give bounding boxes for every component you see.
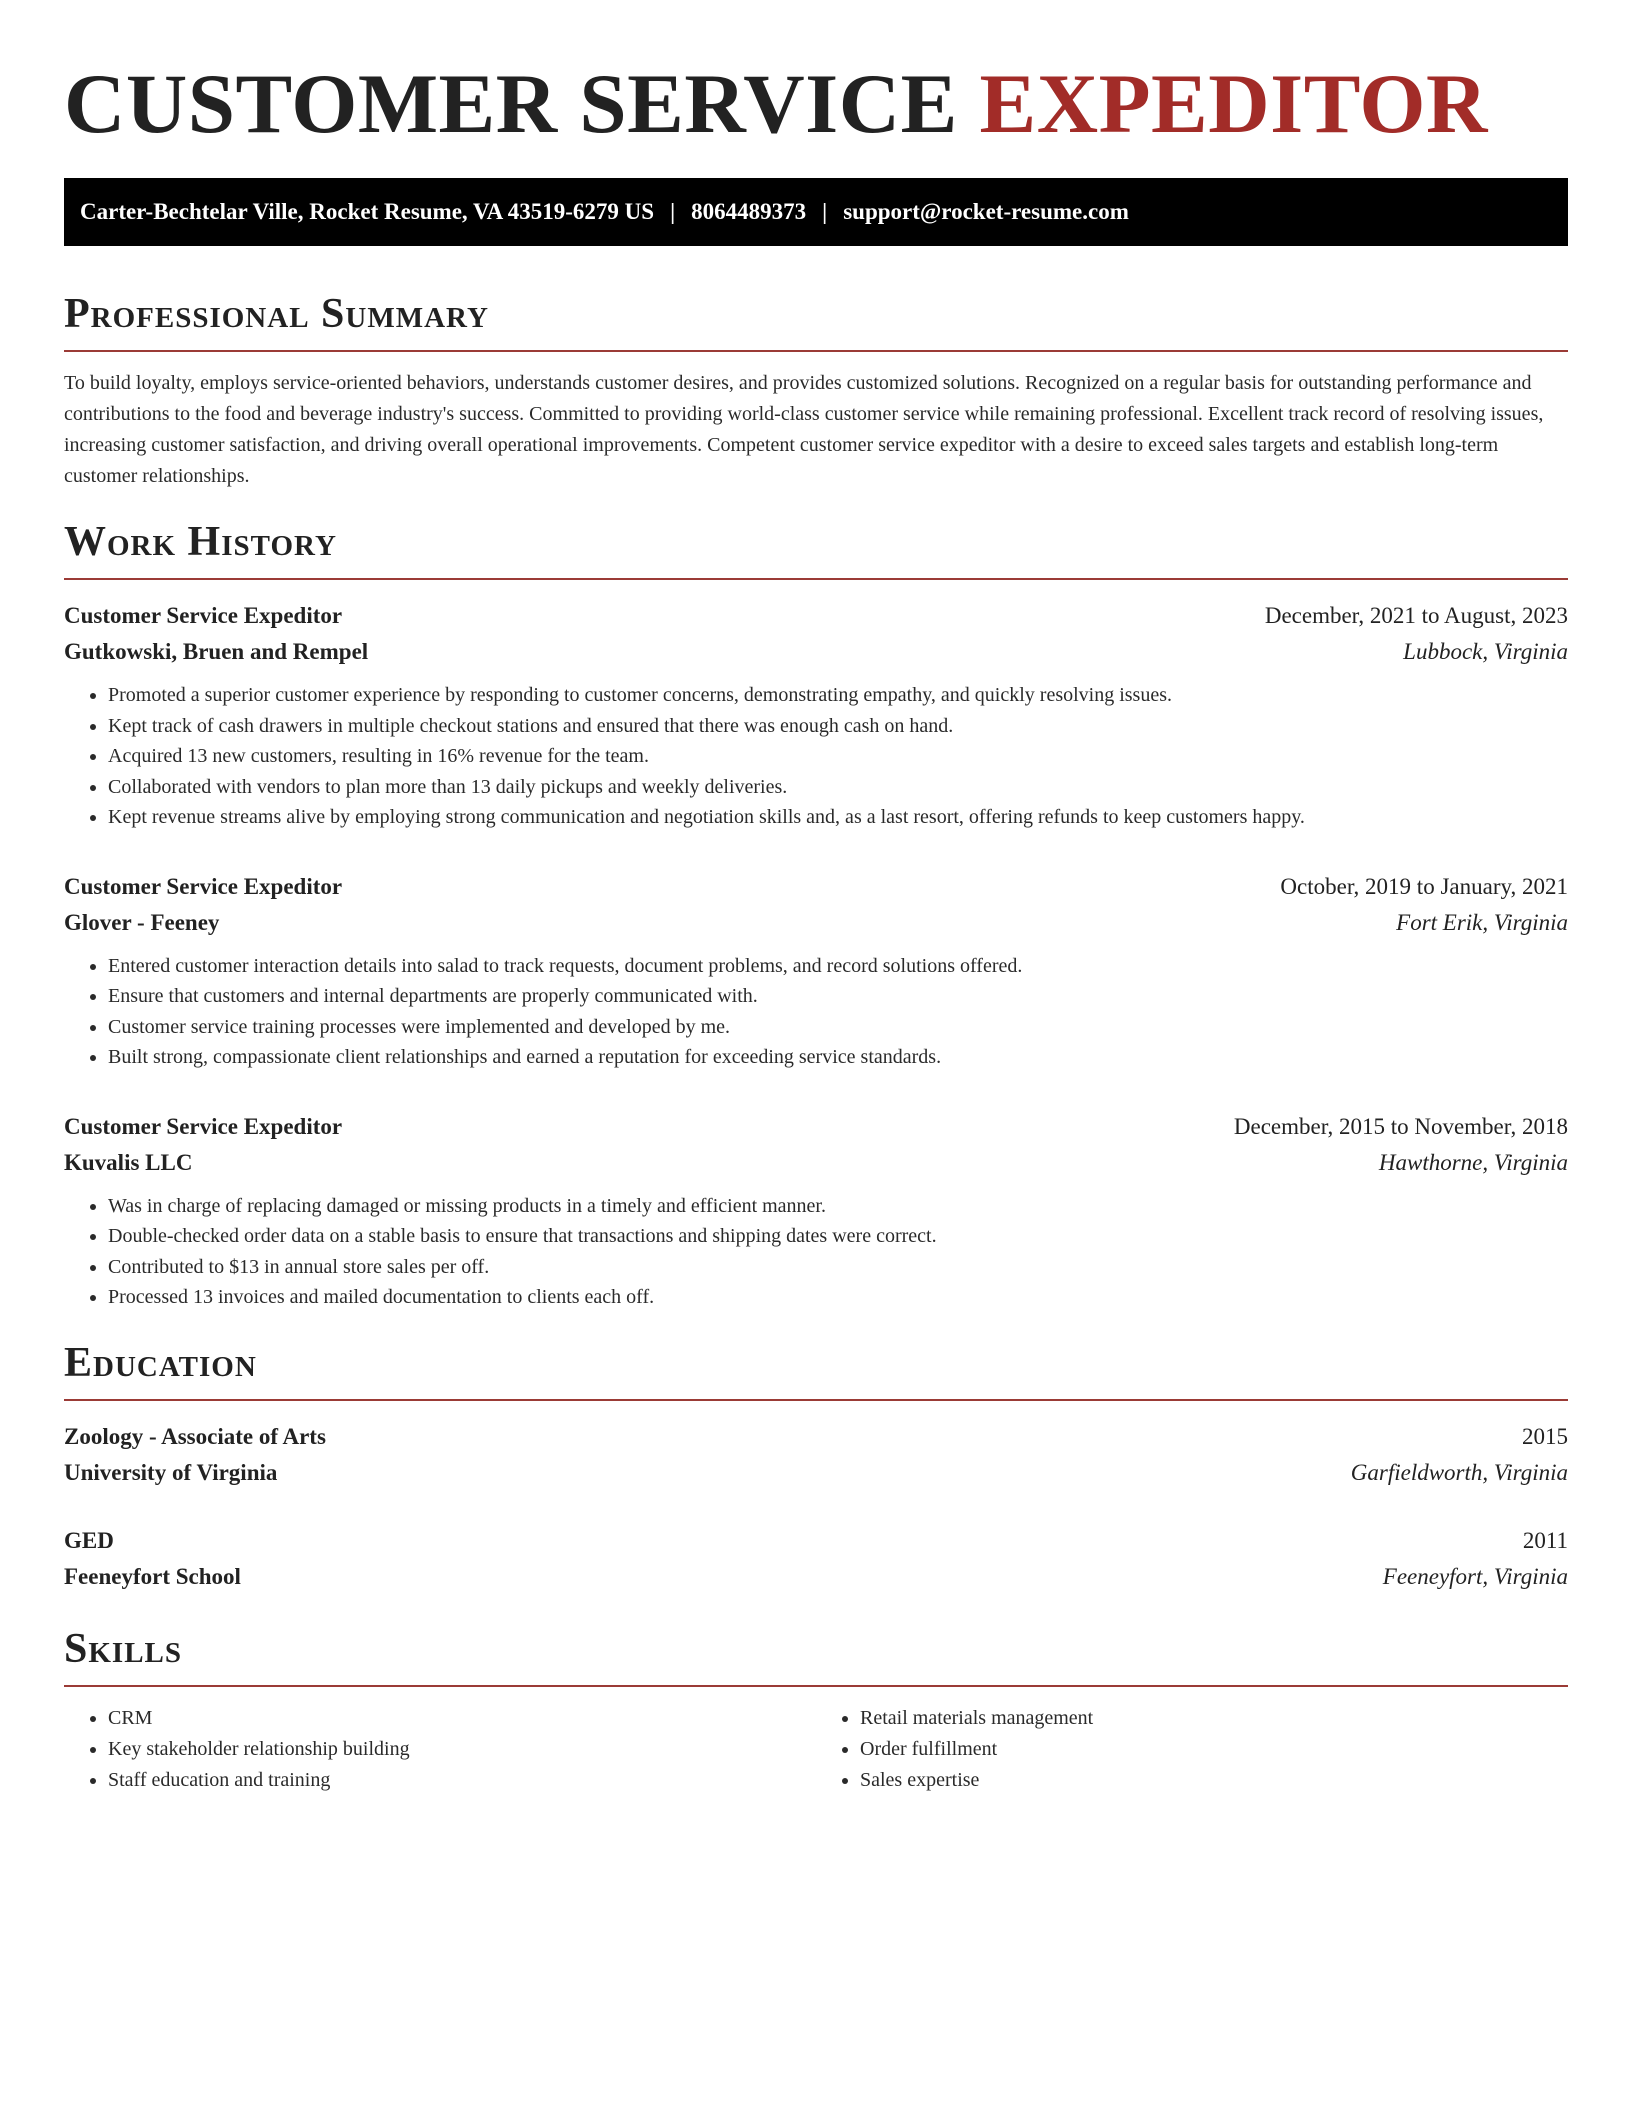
job-location: Fort Erik, Virginia xyxy=(1396,909,1568,935)
skill-item: • Sales expertise xyxy=(860,1765,1568,1796)
education-year: 2015 xyxy=(1522,1423,1568,1449)
list-item: • Processed 13 invoices and mailed documentation to clients each off. xyxy=(108,1282,1568,1313)
list-item: • Was in charge of replacing damaged or missing products in a timely and efficient manner. xyxy=(108,1191,1568,1222)
job-company: Gutkowski, Bruen and Rempel xyxy=(64,639,369,664)
job-bullets xyxy=(64,1191,1568,1313)
skill-item: • Order fulfillment xyxy=(860,1734,1568,1765)
skills-grid xyxy=(64,1703,1568,1796)
summary-section xyxy=(64,290,1568,492)
work-history-section xyxy=(64,518,1568,1313)
job-company: Glover - Feeney xyxy=(64,909,220,935)
section-title-education: Education xyxy=(64,1339,1568,1401)
job-bullets xyxy=(64,680,1568,833)
summary-text: To build loyalty, employs service-oriented behaviors, understands customer desires, and provides customized solutions. Recognized on a regular basis for outstanding performance and contributions to the food and beverage industry's success. Committed to providing world-class customer service while remaining professional. Excellent track record of resolving issues, increasing customer satisfaction, and driving overall operational improvements. Competent customer service expeditor with a desire to exceed sales targets and establish long-term customer relationships. xyxy=(64,372,1544,487)
title-first-part: CUSTOMER SERVICE xyxy=(64,57,958,151)
list-item: • Ensure that customers and internal departments are properly communicated with. xyxy=(108,981,1568,1012)
contact-separator: | xyxy=(822,199,828,224)
job-bullets xyxy=(64,951,1568,1073)
list-item: • Kept track of cash drawers in multiple checkout stations and ensured that there was enough cash on hand. xyxy=(108,711,1568,742)
section-title-summary: Professional Summary xyxy=(64,290,1568,352)
job-entry xyxy=(64,598,1568,833)
skill-item: • Key stakeholder relationship building xyxy=(108,1734,816,1765)
education-section xyxy=(64,1339,1568,1595)
skills-column-right xyxy=(816,1703,1568,1796)
list-item: • Built strong, compassionate client relationships and earned a reputation for exceeding service standards. xyxy=(108,1042,1568,1073)
job-location: Hawthorne, Virginia xyxy=(1378,1149,1568,1175)
job-dates: October, 2019 to January, 2021 xyxy=(1280,873,1568,899)
resume-title xyxy=(64,0,1568,154)
job-dates: December, 2021 to August, 2023 xyxy=(1264,603,1568,628)
skill-item: • Staff education and training xyxy=(108,1765,816,1796)
section-title-work-history: Work History xyxy=(64,518,1568,580)
job-entry xyxy=(64,1109,1568,1313)
skills-column-left xyxy=(64,1703,816,1796)
contact-bar xyxy=(64,178,1568,246)
list-item: • Acquired 13 new customers, resulting in 16% revenue for the team. xyxy=(108,741,1568,772)
education-degree: Zoology - Associate of Arts xyxy=(64,1423,326,1449)
list-item: • Entered customer interaction details into salad to track requests, document problems, and record solutions offered. xyxy=(108,951,1568,982)
list-item: • Kept revenue streams alive by employing strong communication and negotiation skills and, as a last resort, offering refunds to keep customers happy. xyxy=(108,802,1568,833)
education-entry xyxy=(64,1523,1568,1595)
list-item: • Promoted a superior customer experience by responding to customer concerns, demonstrating empathy, and quickly resolving issues. xyxy=(108,680,1568,711)
list-item: • Collaborated with vendors to plan more than 13 daily pickups and weekly deliveries. xyxy=(108,772,1568,803)
job-entry xyxy=(64,869,1568,1073)
contact-separator: | xyxy=(670,199,676,224)
contact-phone: 8064489373 xyxy=(691,199,807,224)
education-location: Feeneyfort, Virginia xyxy=(1382,1563,1568,1589)
title-accent-part: EXPEDITOR xyxy=(979,57,1488,151)
skill-item: • CRM xyxy=(108,1703,816,1734)
list-item: • Customer service training processes were implemented and developed by me. xyxy=(108,1012,1568,1043)
education-school: Feeneyfort School xyxy=(64,1563,241,1589)
contact-address: Carter-Bechtelar Ville, Rocket Resume, VA 43519-6279 US xyxy=(80,199,655,224)
job-role: Customer Service Expeditor xyxy=(64,1113,343,1139)
job-role: Customer Service Expeditor xyxy=(64,873,343,899)
education-entry xyxy=(64,1419,1568,1491)
list-item: • Double-checked order data on a stable basis to ensure that transactions and shipping dates were correct. xyxy=(108,1221,1568,1252)
education-location: Garfieldworth, Virginia xyxy=(1350,1459,1568,1485)
list-item: • Contributed to $13 in annual store sales per off. xyxy=(108,1252,1568,1283)
education-school: University of Virginia xyxy=(64,1459,278,1485)
job-role: Customer Service Expeditor xyxy=(64,603,343,628)
job-dates: December, 2015 to November, 2018 xyxy=(1233,1113,1568,1139)
skills-section xyxy=(64,1625,1568,1796)
education-year: 2011 xyxy=(1522,1527,1568,1553)
job-company: Kuvalis LLC xyxy=(64,1149,193,1175)
skill-item: • Retail materials management xyxy=(860,1703,1568,1734)
contact-email: support@rocket-resume.com xyxy=(843,199,1129,224)
education-degree: GED xyxy=(64,1527,114,1553)
job-location: Lubbock, Virginia xyxy=(1403,639,1568,664)
section-title-skills: Skills xyxy=(64,1625,1568,1687)
